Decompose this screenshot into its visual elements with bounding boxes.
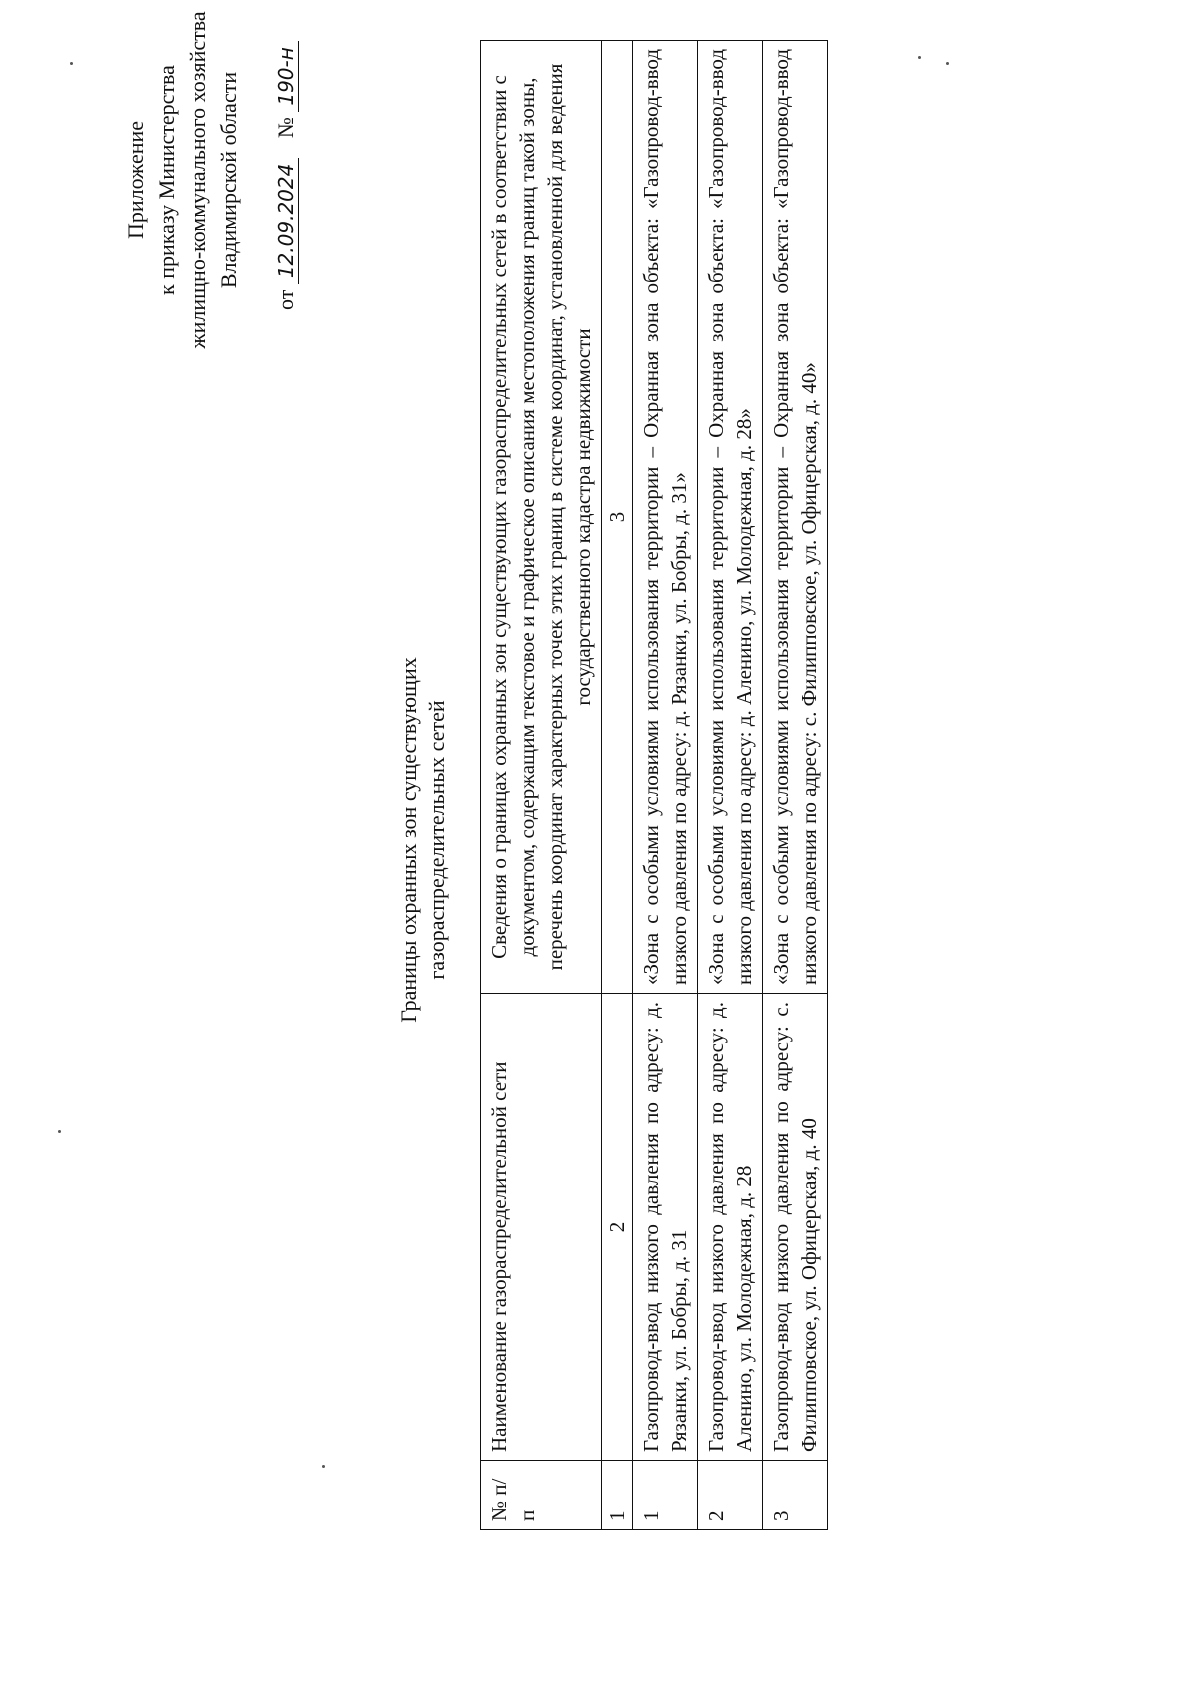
title-line: Границы охранных зон существующих (396, 657, 421, 1023)
row-info: «Зона с особыми условиями использования территории – Охранная зона объекта: «Газопровод-ввод низкого давления по адресу: с. Филипповское, ул. Офицерская, д. 40» (763, 41, 828, 994)
scan-speck (946, 62, 949, 65)
column-number: 2 (602, 994, 633, 1461)
order-date-number-line (270, 0, 301, 370)
attachment-block (120, 0, 301, 370)
row-name: Газопровод-ввод низкого давления по адресу: д. Аленино, ул. Молодежная, д. 28 (698, 994, 763, 1461)
attachment-line: Владимирской области (216, 71, 241, 289)
row-name: Газопровод-ввод низкого давления по адресу: д. Рязанки, ул. Бобры, д. 31 (633, 994, 698, 1461)
header-num: № п/п (481, 1461, 602, 1530)
attachment-line: жилищно-коммунального хозяйства (185, 11, 210, 349)
table-header-row (481, 41, 602, 1530)
header-name: Наименование газораспределительной сети (481, 994, 602, 1461)
number-prefix: № (273, 117, 298, 139)
row-name: Газопровод-ввод низкого давления по адресу: с. Филипповское, ул. Офицерская, д. 40 (763, 994, 828, 1461)
scan-speck (322, 1465, 325, 1468)
document-title (395, 440, 451, 1240)
table-row (698, 41, 763, 1530)
order-date-handwritten: 12.09.2024 (274, 158, 299, 285)
row-info: «Зона с особыми условиями использования территории – Охранная зона объекта: «Газопровод-ввод низкого давления по адресу: д. Аленино, ул. Молодежная, д. 28» (698, 41, 763, 994)
attachment-line: к приказу Министерства (154, 65, 179, 295)
title-line: газораспределительных сетей (424, 700, 449, 980)
header-info: Сведения о границах охранных зон существующих газораспределительных сетей в соответствии с документом, содержащим текстовое и графическое описания местоположения границ такой зоны, перечень координат характерных точек этих границ в системе координат, установленной для ведения государственного кадастра недвижимости (481, 41, 602, 994)
protection-zones-table (480, 40, 828, 1530)
date-prefix: от (273, 289, 298, 310)
column-number: 3 (602, 41, 633, 994)
column-number-row (602, 41, 633, 1530)
table-row (633, 41, 698, 1530)
order-number-handwritten: 190-н (274, 41, 299, 111)
column-number: 1 (602, 1461, 633, 1530)
scan-speck (70, 62, 73, 65)
scan-speck (918, 56, 921, 59)
row-info: «Зона с особыми условиями использования территории – Охранная зона объекта: «Газопровод-ввод низкого давления по адресу: д. Рязанки, ул. Бобры, д. 31» (633, 41, 698, 994)
table-row (763, 41, 828, 1530)
row-num: 1 (633, 1461, 698, 1530)
scan-speck (58, 1130, 61, 1133)
attachment-line: Приложение (123, 120, 148, 240)
row-num: 2 (698, 1461, 763, 1530)
row-num: 3 (763, 1461, 828, 1530)
